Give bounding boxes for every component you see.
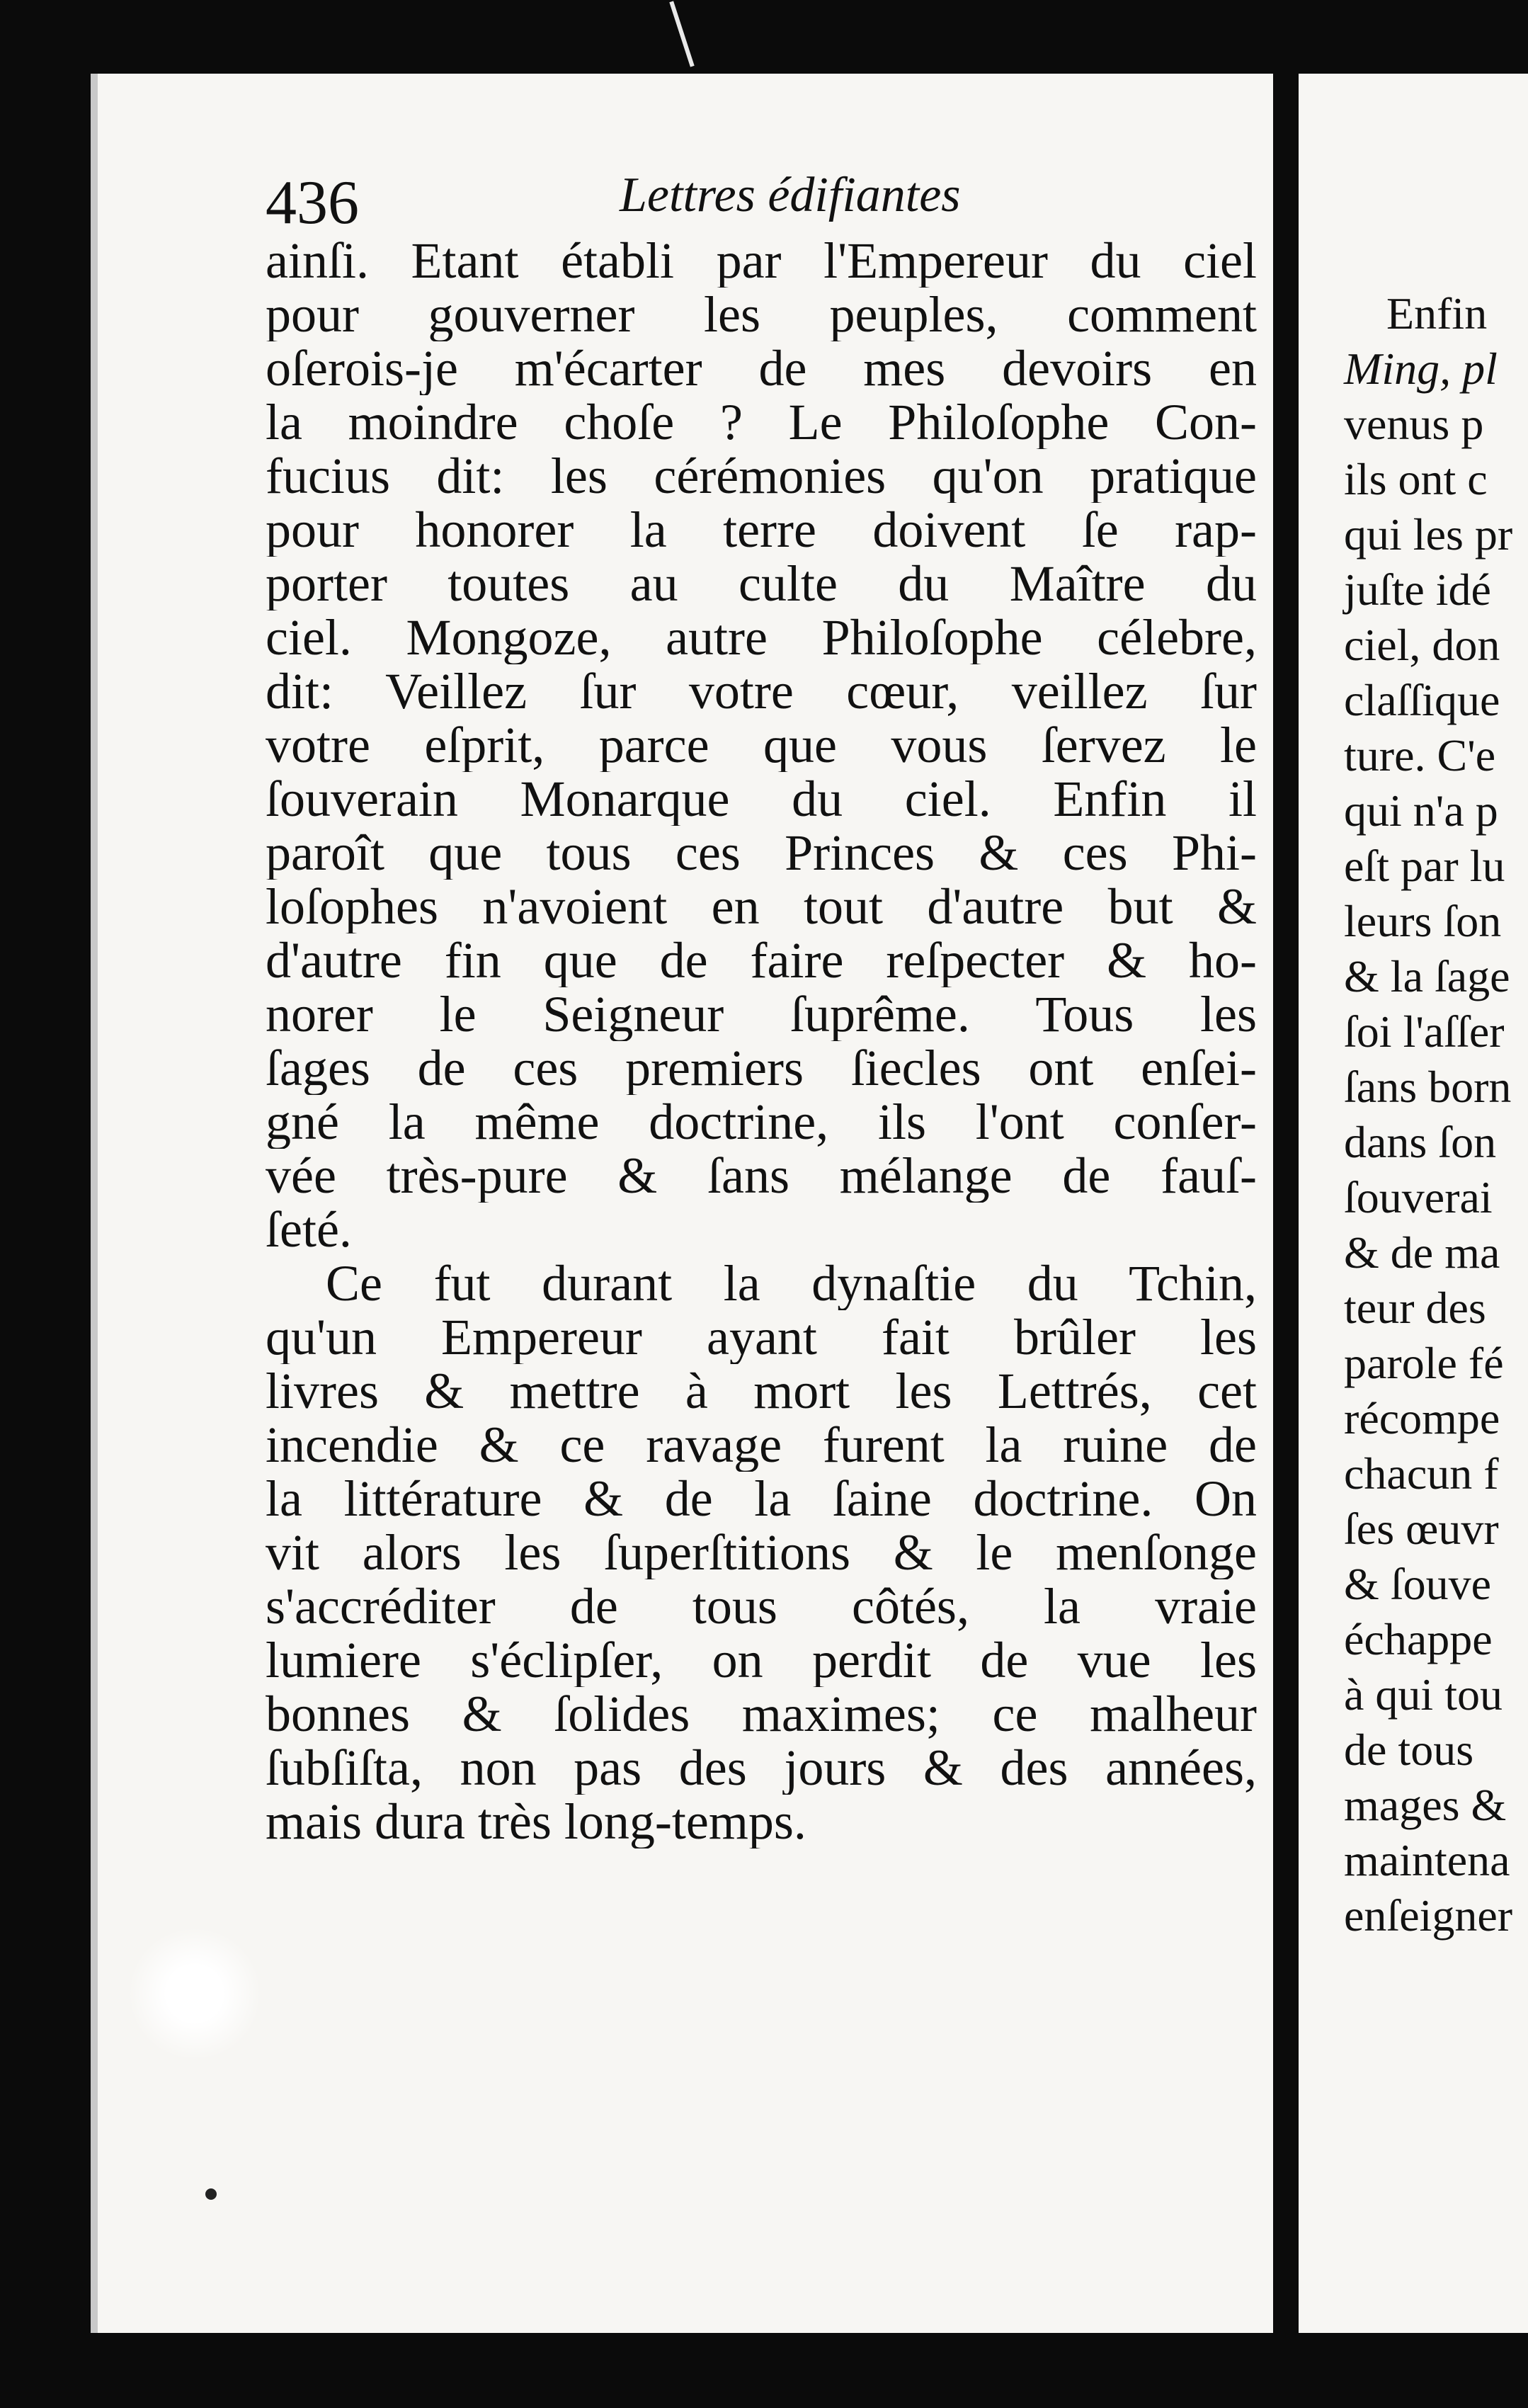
text-line: ſes œuvr xyxy=(1344,1504,1499,1554)
text-line: oſerois-je m'écarter de mes devoirs en xyxy=(266,341,1257,395)
text-line: ciel. Mongoze, autre Philoſophe célebre, xyxy=(266,610,1257,664)
text-line: dans ſon xyxy=(1344,1117,1497,1167)
right-page xyxy=(1299,74,1528,2333)
text-line: d'autre fin que de faire reſpecter & ho- xyxy=(266,933,1257,987)
ink-spot xyxy=(205,2188,217,2200)
text-line: de tous xyxy=(1344,1725,1474,1775)
text-line: lumiere s'éclipſer, on perdit de vue les xyxy=(266,1633,1257,1687)
binding-edge xyxy=(669,1,694,67)
text-line: & de ma xyxy=(1344,1227,1500,1278)
text-line: norer le Seigneur ſuprême. Tous les xyxy=(266,987,1257,1041)
text-line: ſages de ces premiers ſiecles ont enſei- xyxy=(266,1041,1257,1095)
text-line: parole fé xyxy=(1344,1338,1504,1388)
text-line: ainſi. Etant établi par l'Empereur du ciel xyxy=(266,234,1257,288)
text-line: bonnes & ſolides maximes; ce malheur xyxy=(266,1687,1257,1741)
text-line: livres & mettre à mort les Lettrés, cet xyxy=(266,1364,1257,1418)
text-line: récompe xyxy=(1344,1393,1500,1443)
text-line: ſubſiſta, non pas des jours & des années, xyxy=(266,1741,1257,1795)
text-line: eſt par lu xyxy=(1344,841,1505,891)
text-line: ſans born xyxy=(1344,1062,1512,1112)
text-line: juſte idé xyxy=(1344,564,1491,615)
text-line: pour honorer la terre doivent ſe rap- xyxy=(266,503,1257,557)
text-line: dit: Veillez ſur votre cœur, veillez ſur xyxy=(266,664,1257,718)
text-line: mais dura très long-temps. xyxy=(266,1795,806,1848)
text-line: s'accréditer de tous côtés, la vraie xyxy=(266,1579,1257,1633)
right-page-text xyxy=(1344,286,1512,1943)
text-line: vit alors les ſuperſtitions & le menſonge xyxy=(266,1526,1257,1579)
text-line: votre eſprit, parce que vous ſervez le xyxy=(266,718,1257,772)
text-line: ſeté. xyxy=(266,1203,352,1256)
text-line: la moindre choſe ? Le Philoſophe Con- xyxy=(266,395,1257,449)
text-line: porter toutes au culte du Maître du xyxy=(266,557,1257,610)
text-line: ciel, don xyxy=(1344,620,1500,670)
text-line: & ſouve xyxy=(1344,1559,1491,1609)
paper-stain xyxy=(127,1926,262,2061)
text-line: loſophes n'avoient en tout d'autre but & xyxy=(266,880,1257,933)
text-line: maintena xyxy=(1344,1835,1510,1885)
running-title: Lettres édifiantes xyxy=(620,168,961,222)
text-line: ils ont c xyxy=(1344,454,1488,504)
text-line: Enfin xyxy=(1386,288,1488,339)
text-line: la littérature & de la ſaine doctrine. On xyxy=(266,1472,1257,1526)
page-number: 436 xyxy=(266,169,359,237)
text-line: mages & xyxy=(1344,1780,1507,1830)
text-line: venus p xyxy=(1344,399,1484,449)
text-line: Ce fut durant la dynaſtie du Tchin, xyxy=(326,1256,1257,1310)
text-line: paroît que tous ces Princes & ces Phi- xyxy=(266,826,1257,880)
text-line: ſoi l'aſſer xyxy=(1344,1006,1505,1057)
text-line: qui n'a p xyxy=(1344,785,1498,836)
text-line: ſouverain Monarque du ciel. Enfin il xyxy=(266,772,1257,826)
text-line: incendie & ce ravage furent la ruine de xyxy=(266,1418,1257,1472)
page-body xyxy=(266,234,1257,1848)
text-line: pour gouverner les peuples, comment xyxy=(266,288,1257,341)
text-line: gné la même doctrine, ils l'ont conſer- xyxy=(266,1095,1257,1149)
text-line: échappe xyxy=(1344,1614,1493,1664)
text-line: chacun f xyxy=(1344,1448,1499,1499)
text-line: fucius dit: les cérémonies qu'on pratique xyxy=(266,449,1257,503)
text-line: leurs ſon xyxy=(1344,896,1502,946)
text-line: qui les pr xyxy=(1344,509,1513,560)
text-line: teur des xyxy=(1344,1283,1486,1333)
text-line: enſeigner xyxy=(1344,1890,1513,1941)
text-line: ſouverai xyxy=(1344,1172,1493,1222)
text-line: ture. C'e xyxy=(1344,730,1496,780)
text-line: claſſique xyxy=(1344,675,1500,725)
text-line: à qui tou xyxy=(1344,1669,1503,1720)
text-line: qu'un Empereur ayant fait brûler les xyxy=(266,1310,1257,1364)
text-line: Ming, pl xyxy=(1344,343,1498,394)
text-line: vée très-pure & ſans mélange de fauſ- xyxy=(266,1149,1257,1203)
text-line: & la ſage xyxy=(1344,951,1510,1001)
